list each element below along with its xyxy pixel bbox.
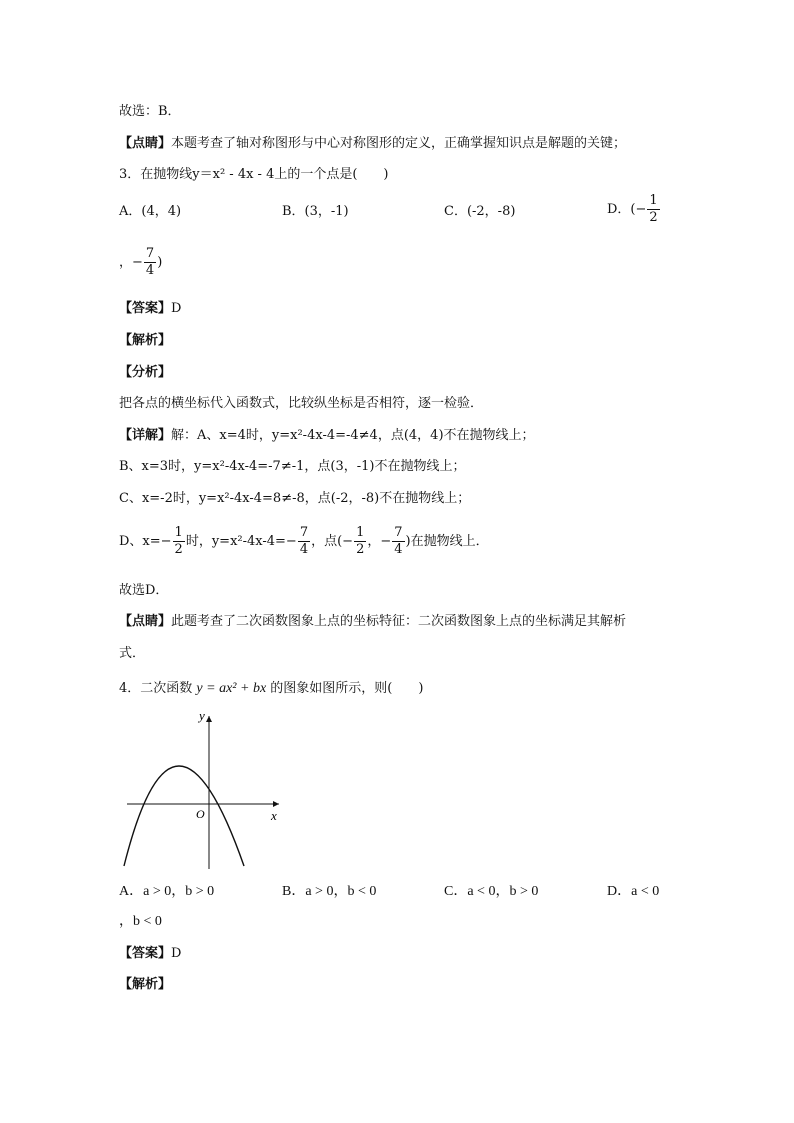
y-axis-label: y <box>199 708 205 723</box>
q4-stem-post: 的图象如图所示，则( ) <box>270 681 424 696</box>
q4-option-d: D．a < 0 <box>607 884 660 899</box>
denominator: 2 <box>649 210 658 225</box>
analysis2-tag: 【解析】 <box>119 977 172 992</box>
choose-d: 故选D． <box>119 583 169 598</box>
answer2-value: D <box>171 946 182 961</box>
answer2-line <box>119 945 181 963</box>
dianjing-tag: 【点睛】 <box>119 136 172 151</box>
detail-b: B、x=3时，y=x²-4x-4=-7≠-1，点(3，-1)不在抛物线上； <box>119 459 466 474</box>
detail-a-line <box>119 427 535 445</box>
numerator: 7 <box>299 525 309 540</box>
parabola-curve <box>124 766 244 866</box>
origin-label: O <box>196 807 205 821</box>
q4-option-c: C．a < 0，b > 0 <box>444 884 539 899</box>
q3-option-d <box>607 193 661 226</box>
answer-tag: 【答案】 <box>119 301 172 316</box>
detail-d-part: 时，y=x²-4x-4=− <box>185 534 297 549</box>
detail-c: C、x=-2时，y=x²-4x-4=8≠-8，点(-2，-8)不在抛物线上； <box>119 491 471 506</box>
dianjing2-tag: 【点睛】 <box>119 614 172 629</box>
numerator: 1 <box>356 525 365 540</box>
detail-d <box>119 525 489 559</box>
detail-d-part: D、x=− <box>119 534 172 549</box>
dianjing2-cont: 式． <box>119 646 146 661</box>
fraction <box>354 525 366 558</box>
parabola-graph <box>119 706 284 871</box>
answer-line <box>119 300 181 318</box>
fraction <box>647 193 659 226</box>
fenxi-text: 把各点的横坐标代入函数式，比较纵坐标是否相符，逐一检验． <box>119 396 484 411</box>
detail-d-part: )在抛物线上． <box>405 534 489 549</box>
fraction <box>144 246 156 279</box>
numerator: 7 <box>145 246 155 261</box>
q4-formula: y = ax² + bx <box>196 681 267 696</box>
q3-option-d-prefix: D．(− <box>607 202 647 217</box>
question-4-stem <box>119 680 423 698</box>
fraction <box>173 525 185 558</box>
q3-option-c: C．(-2，-8) <box>444 204 516 219</box>
fraction <box>298 525 310 558</box>
q4-option-d-continued: ，b < 0 <box>119 914 162 929</box>
denominator: 4 <box>394 542 403 557</box>
q3-option-a: A．(4，4) <box>119 204 182 219</box>
x-axis-label: x <box>271 808 277 823</box>
numerator: 1 <box>174 525 183 540</box>
detail-d-part: ，− <box>367 534 392 549</box>
dianjing2-text: 此题考查了二次函数图象上点的坐标特征：二次函数图象上点的坐标满足其解析 <box>171 614 627 629</box>
numerator: 7 <box>394 525 403 540</box>
q3-option-d-continued <box>119 246 162 279</box>
detail-tag: 【详解】 <box>119 428 172 443</box>
q3-option-d-cont-prefix: ，− <box>119 255 143 270</box>
numerator: 1 <box>649 193 658 208</box>
detail-d-part: ，点(− <box>311 534 354 549</box>
answer2-tag: 【答案】 <box>119 946 172 961</box>
dianjing-line <box>119 135 626 153</box>
dianjing-text: 本题考查了轴对称图形与中心对称图形的定义，正确掌握知识点是解题的关键； <box>171 136 627 151</box>
denominator: 4 <box>299 542 309 557</box>
denominator: 2 <box>174 542 183 557</box>
conclusion-line: 故选：B． <box>119 104 181 119</box>
close-paren: ) <box>157 255 163 270</box>
question-3-stem: 3．在抛物线y＝x² - 4x - 4上的一个点是( ) <box>119 167 389 182</box>
answer-value: D <box>171 301 182 316</box>
q4-option-b: B．a > 0，b < 0 <box>282 884 377 899</box>
q4-option-a: A．a > 0，b > 0 <box>119 884 215 899</box>
denominator: 4 <box>145 263 155 278</box>
detail-a: 解：A、x=4时，y=x²-4x-4=-4≠4，点(4，4)不在抛物线上； <box>171 428 535 443</box>
q4-stem-pre: 4．二次函数 <box>119 681 193 696</box>
q3-option-b: B．(3，-1) <box>282 204 349 219</box>
fenxi-tag: 【分析】 <box>119 365 172 380</box>
analysis-tag: 【解析】 <box>119 333 172 348</box>
denominator: 2 <box>356 542 365 557</box>
dianjing2-line <box>119 613 626 631</box>
fraction <box>392 525 404 558</box>
